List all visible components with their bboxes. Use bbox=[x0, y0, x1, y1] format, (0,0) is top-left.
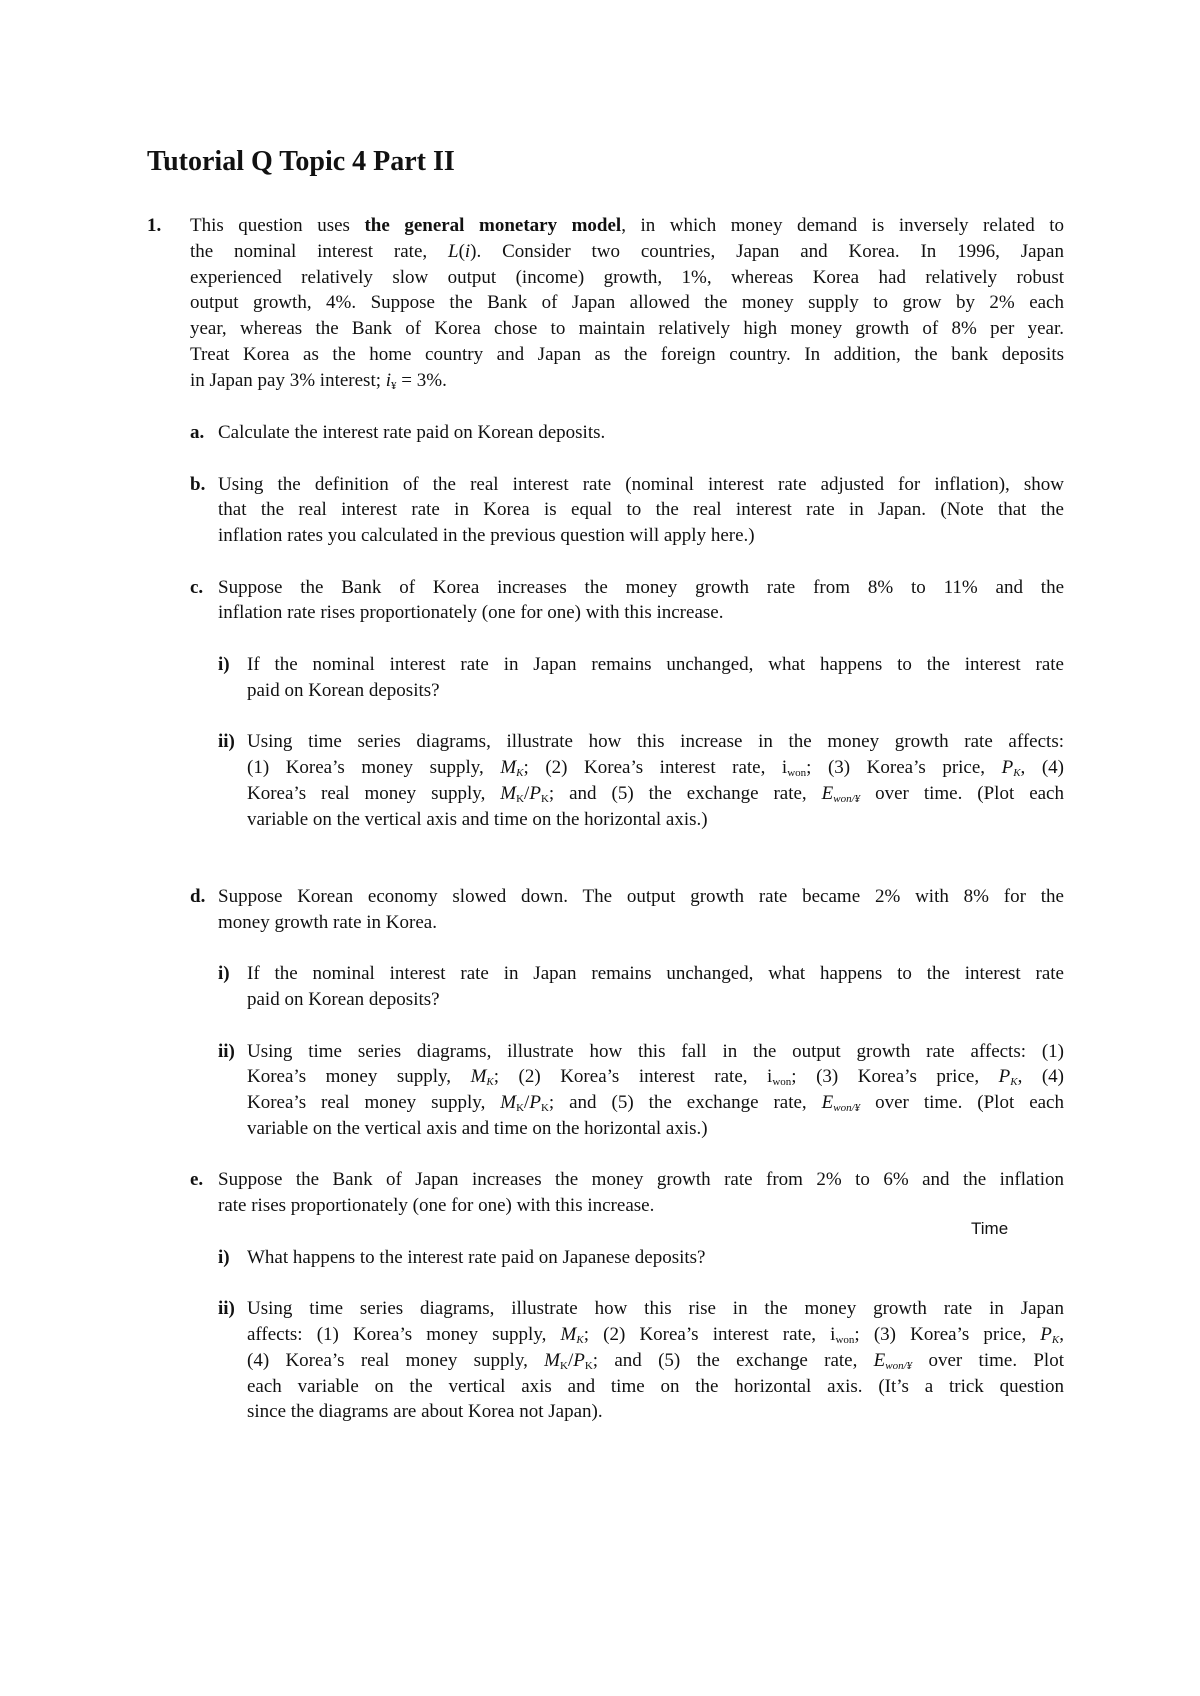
part-e-ii-line-1: Using time series diagrams, illustrate how this rise in the money growth rate in Japan bbox=[247, 1298, 1064, 1319]
part-d-i-line-1: If the nominal interest rate in Japan remains unchanged, what happens to the interest rate bbox=[247, 963, 1064, 984]
part-e-ii-line-5: since the diagrams are about Korea not Japan). bbox=[247, 1401, 603, 1422]
part-a-line-1: Calculate the interest rate paid on Korean deposits. bbox=[218, 422, 606, 443]
part-c-ii-line-1: Using time series diagrams, illustrate how this increase in the money growth rate affects: bbox=[247, 731, 1064, 752]
part-d-ii-line-4: variable on the vertical axis and time on the horizontal axis.) bbox=[247, 1118, 708, 1139]
part-d-ii-line-1: Using time series diagrams, illustrate how this fall in the output growth rate affects: (1) bbox=[247, 1041, 1064, 1062]
part-e-label: e. bbox=[190, 1169, 204, 1190]
question-number: 1. bbox=[147, 215, 162, 236]
part-c-i-line-2: paid on Korean deposits? bbox=[247, 680, 440, 701]
part-e-i-label: i) bbox=[218, 1247, 230, 1268]
part-c-ii-label: ii) bbox=[218, 731, 235, 752]
intro-line-3: experienced relatively slow output (income) growth, 1%, whereas Korea had relatively robust bbox=[190, 267, 1064, 288]
part-d-line-1: Suppose Korean economy slowed down. The output growth rate became 2% with 8% for the bbox=[218, 886, 1064, 907]
intro-line-4: output growth, 4%. Suppose the Bank of Japan allowed the money supply to grow by 2% each bbox=[190, 292, 1064, 313]
part-e-ii-line-4: each variable on the vertical axis and time on the horizontal axis. (It’s a trick question bbox=[247, 1376, 1064, 1397]
time-label: Time bbox=[971, 1219, 1009, 1238]
part-d-i-line-2: paid on Korean deposits? bbox=[247, 989, 440, 1010]
intro-line-5: year, whereas the Bank of Korea chose to maintain relatively high money growth of 8% per year. bbox=[190, 318, 1064, 339]
part-b-line-3: inflation rates you calculated in the previous question will apply here.) bbox=[218, 525, 755, 546]
part-c-i-label: i) bbox=[218, 654, 230, 675]
intro-line-2: the nominal interest rate, L(i). Consider two countries, Japan and Korea. In 1996, Japan bbox=[190, 241, 1064, 262]
part-b-label: b. bbox=[190, 474, 206, 495]
part-d-ii-line-2: Korea’s money supply, $M_K$; (2) Korea’s interest rate, $i_{won}$; (3) Korea’s price, $P_K$, (4) bbox=[247, 1066, 1064, 1088]
intro-line-7: in Japan pay 3% interest; $i_¥ = 3\%$. bbox=[190, 370, 447, 392]
part-d-ii-label: ii) bbox=[218, 1041, 235, 1062]
part-e-line-1: Suppose the Bank of Japan increases the money growth rate from 2% to 6% and the inflation bbox=[218, 1169, 1064, 1190]
part-e-ii-line-2: affects: (1) Korea’s money supply, $M_K$; (2) Korea’s interest rate, $i_{won}$; (3) Korea’s price, $P_K$, bbox=[247, 1324, 1064, 1346]
part-e-line-2: rate rises proportionately (one for one) with this increase. bbox=[218, 1195, 655, 1216]
part-c-i-line-1: If the nominal interest rate in Japan remains unchanged, what happens to the interest rate bbox=[247, 654, 1064, 675]
part-a-label: a. bbox=[190, 422, 205, 443]
part-d-ii-line-3: Korea’s real money supply, $M_K/P_K$; and (5) the exchange rate, $E_{won/¥}$ over time. (Plot each bbox=[247, 1092, 1064, 1114]
part-d-line-2: money growth rate in Korea. bbox=[218, 912, 437, 933]
part-c-line-2: inflation rate rises proportionately (one for one) with this increase. bbox=[218, 602, 724, 623]
part-b-line-2: that the real interest rate in Korea is equal to the real interest rate in Japan. (Note that the bbox=[218, 499, 1064, 520]
part-b-line-1: Using the definition of the real interest rate (nominal interest rate adjusted for inflation), show bbox=[218, 474, 1064, 495]
part-c-ii-line-2: (1) Korea’s money supply, $M_K$; (2) Korea’s interest rate, $i_{won}$; (3) Korea’s price, $P_K$, (4) bbox=[247, 757, 1064, 779]
part-d-label: d. bbox=[190, 886, 206, 907]
intro-line-1: This question uses the general monetary model, in which money demand is inversely related to bbox=[190, 215, 1065, 236]
part-e-i-line-1: What happens to the interest rate paid on Japanese deposits? bbox=[247, 1247, 706, 1268]
part-e-ii-line-3: (4) Korea’s real money supply, $M_K/P_K$; and (5) the exchange rate, $E_{won/¥}$ over time. Plot bbox=[247, 1350, 1064, 1372]
part-c-ii-line-3: Korea’s real money supply, $M_K/P_K$; and (5) the exchange rate, $E_{won/¥}$ over time. (Plot each bbox=[247, 783, 1064, 805]
part-e-ii-label: ii) bbox=[218, 1298, 235, 1319]
part-c-label: c. bbox=[190, 577, 204, 598]
page-title: Tutorial Q Topic 4 Part II bbox=[147, 146, 455, 177]
part-c-ii-line-4: variable on the vertical axis and time on the horizontal axis.) bbox=[247, 809, 708, 830]
part-c-line-1: Suppose the Bank of Korea increases the money growth rate from 8% to 11% and the bbox=[218, 577, 1064, 598]
part-d-i-label: i) bbox=[218, 963, 230, 984]
intro-line-6: Treat Korea as the home country and Japan as the foreign country. In addition, the bank deposits bbox=[190, 344, 1064, 365]
